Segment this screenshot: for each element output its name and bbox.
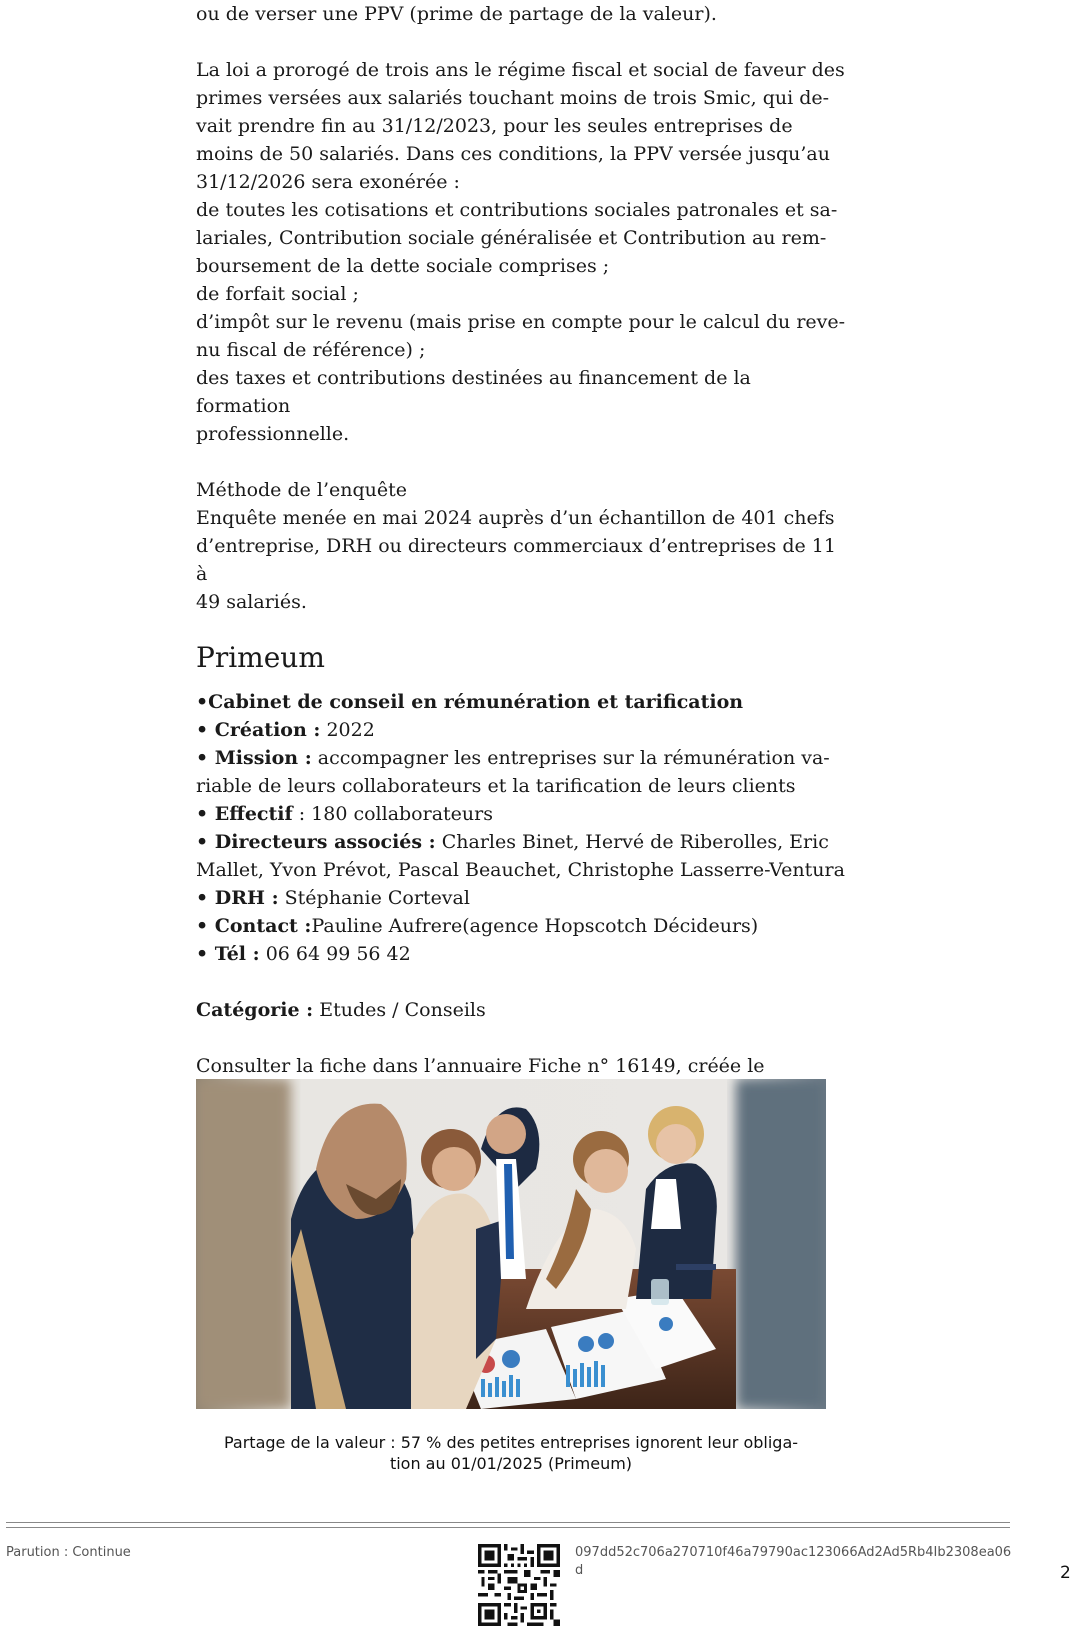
page-number: 2	[1060, 1563, 1071, 1583]
intro-text-line: boursement de la dette sociale comprises ;	[196, 255, 610, 277]
intro-text-line: 31/12/2026 sera exonérée :	[196, 171, 460, 193]
category-label: Catégorie :	[196, 999, 314, 1021]
creation-row	[196, 716, 846, 744]
intro-text-line: La loi a prorogé de trois ans le régime fiscal et social de faveur des	[196, 59, 845, 81]
intro-paragraph	[196, 56, 846, 448]
method-text-line: Enquête menée en mai 2024 auprès d’un échantillon de 401 chefs	[196, 507, 835, 529]
method-title: Méthode de l’enquête	[196, 479, 408, 501]
mission-value-continued: riable de leurs collaborateurs et la tarification de leurs clients	[196, 775, 796, 797]
intro-text-line: lariales, Contribution sociale généralisée et Contribution au rem-	[196, 227, 827, 249]
footer-divider	[6, 1522, 1010, 1523]
intro-text-line: nu fiscal de référence) ;	[196, 339, 426, 361]
caption-line: Partage de la valeur : 57 % des petites entreprises ignorent leur obliga-	[223, 1433, 799, 1452]
directeurs-value-continued: Mallet, Yvon Prévot, Pascal Beauchet, Christophe Lasserre-Ventura	[196, 859, 845, 881]
qr-code[interactable]	[478, 1544, 560, 1626]
contact-label: • Contact :	[196, 915, 312, 937]
parution-label: Parution : Continue	[6, 1545, 131, 1560]
intro-text-line: de toutes les cotisations et contributions sociales patronales et sa-	[196, 199, 838, 221]
article-photo	[196, 1079, 826, 1409]
effectif-value: : 180 collaborateurs	[292, 803, 493, 825]
intro-text-line: des taxes et contributions destinées au financement de la formation	[196, 367, 751, 417]
intro-text-line: d’impôt sur le revenu (mais prise en compte pour le calcul du reve-	[196, 311, 846, 333]
fiche-link[interactable]: Consulter la fiche dans l’annuaire Fiche n° 16149, créée le	[196, 1055, 765, 1077]
footer-divider	[6, 1527, 1010, 1528]
drh-label: • DRH :	[196, 887, 279, 909]
directeurs-label: • Directeurs associés :	[196, 831, 436, 853]
effectif-row	[196, 800, 846, 828]
intro-text-line: professionnelle.	[196, 423, 350, 445]
category-value[interactable]: Etudes / Conseils	[313, 999, 486, 1021]
tel-value: 06 64 99 56 42	[259, 943, 411, 965]
intro-line: ou de verser une PPV (prime de partage de la valeur).	[196, 3, 717, 25]
method-text-line: d’entreprise, DRH ou directeurs commerciaux d’entreprises de 11 à	[196, 535, 836, 585]
qr-code-icon	[478, 1544, 560, 1626]
intro-text-line: vait prendre fin au 31/12/2023, pour les seules entreprises de	[196, 115, 793, 137]
caption-line: tion au 01/01/2025 (Primeum)	[389, 1454, 633, 1473]
mission-value: accompagner les entreprises sur la rémunération va-	[311, 747, 830, 769]
drh-value: Stéphanie Corteval	[278, 887, 470, 909]
article-body	[196, 0, 846, 1108]
effectif-label: • Effectif	[196, 803, 293, 825]
document-hash: 097dd52c706a270710f46a79790ac123066Ad2Ad5Rb4Ib2308ea06d	[575, 1545, 1012, 1578]
company-type-text: •Cabinet de conseil en rémunération et tarification	[196, 691, 744, 713]
company-type	[196, 688, 846, 716]
method-text-line: 49 salariés.	[196, 591, 307, 613]
intro-text-line: primes versées aux salariés touchant moins de trois Smic, qui de-	[196, 87, 830, 109]
contact-value: Pauline Aufrere(agence Hopscotch Décideurs)	[311, 915, 759, 937]
creation-value: 2022	[320, 719, 375, 741]
directeurs-value: Charles Binet, Hervé de Riberolles, Eric	[435, 831, 829, 853]
mission-row	[196, 744, 846, 772]
category-row	[196, 996, 846, 1024]
method-section	[196, 476, 846, 616]
company-heading: Primeum	[196, 641, 325, 674]
tel-row	[196, 940, 846, 968]
directeurs-row	[196, 828, 846, 856]
drh-row	[196, 884, 846, 912]
business-meeting-illustration	[196, 1079, 826, 1409]
tel-label: • Tél :	[196, 943, 260, 965]
contact-row	[196, 912, 846, 940]
mission-label: • Mission :	[196, 747, 312, 769]
photo-caption	[196, 1432, 826, 1474]
intro-text-line: moins de 50 salariés. Dans ces conditions, la PPV versée jusqu’au	[196, 143, 830, 165]
company-details	[196, 688, 846, 968]
creation-label: • Création :	[196, 719, 321, 741]
intro-text-line: de forfait social ;	[196, 283, 359, 305]
